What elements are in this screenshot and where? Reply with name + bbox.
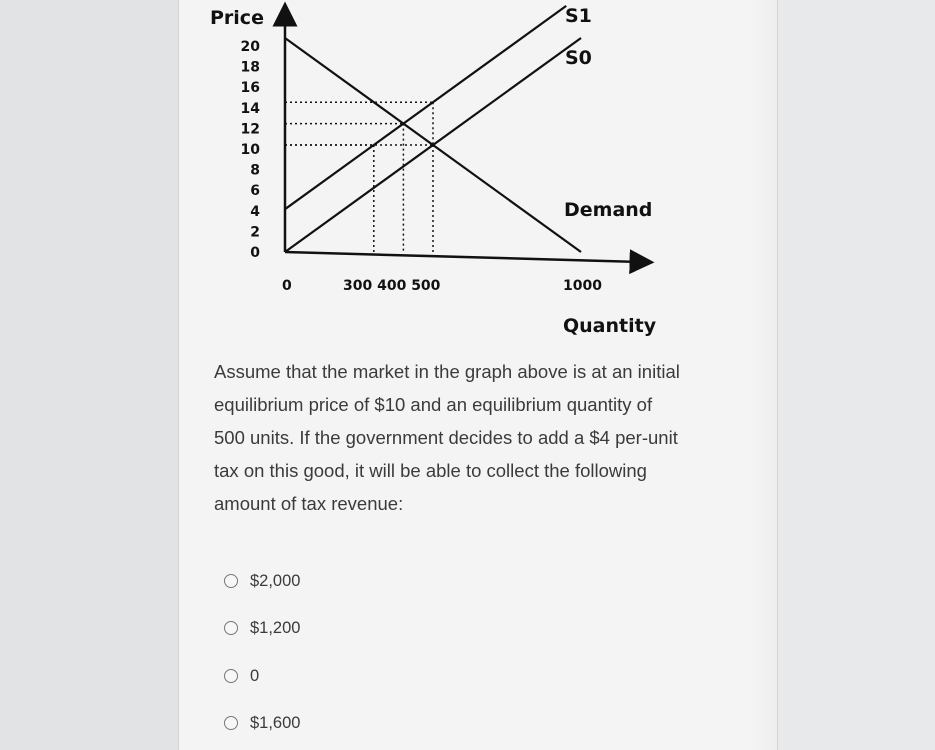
question-line: tax on this good, it will be able to collect the following — [214, 460, 647, 481]
x-tick-label: 0 — [282, 278, 292, 294]
x-axis — [285, 252, 642, 262]
y-tick-label: 4 — [250, 203, 260, 220]
radio-button-icon[interactable] — [224, 716, 238, 730]
question-text — [214, 355, 774, 520]
y-tick-label: 8 — [250, 162, 260, 179]
y-tick-label: 18 — [240, 59, 260, 76]
answer-option-1600[interactable] — [224, 710, 424, 736]
y-tick-label: 0 — [250, 245, 260, 261]
answer-option-label: $2,000 — [250, 571, 301, 590]
answer-option-1200[interactable] — [224, 615, 424, 641]
answer-option-label: 0 — [250, 666, 260, 685]
answer-option-0[interactable] — [224, 663, 424, 689]
y-tick-label: 6 — [250, 183, 260, 200]
x-tick-label: 1000 — [563, 278, 602, 294]
question-line: equilibrium price of $10 and an equilibrium quantity of — [214, 394, 653, 415]
chart-guide-lines — [285, 102, 433, 252]
y-tick-label: 12 — [240, 121, 260, 138]
y-tick-label: 16 — [240, 80, 260, 97]
y-tick-label: 14 — [240, 100, 260, 117]
answer-option-2000[interactable] — [224, 568, 424, 594]
x-axis-label: Quantity — [563, 315, 657, 337]
series-line-s1 — [285, 6, 566, 209]
y-axis-label: Price — [210, 7, 264, 29]
y-tick-label: 10 — [240, 142, 260, 158]
question-line: amount of tax revenue: — [214, 493, 404, 514]
question-line: Assume that the market in the graph above is at an initial — [214, 361, 680, 382]
series-label-demand: Demand — [564, 199, 653, 221]
radio-button-icon[interactable] — [224, 669, 238, 683]
y-tick-label: 20 — [240, 39, 260, 55]
question-line: 500 units. If the government decides to add a $4 per-unit — [214, 427, 678, 448]
y-tick-label: 2 — [250, 224, 260, 241]
x-tick-label: 300 400 500 — [343, 278, 441, 294]
answer-option-label: $1,600 — [250, 713, 301, 732]
answer-option-label: $1,200 — [250, 618, 301, 637]
supply-demand-chart — [0, 0, 935, 340]
series-label-s0: S0 — [565, 47, 592, 69]
radio-button-icon[interactable] — [224, 621, 238, 635]
series-label-s1: S1 — [565, 5, 592, 27]
radio-button-icon[interactable] — [224, 574, 238, 588]
